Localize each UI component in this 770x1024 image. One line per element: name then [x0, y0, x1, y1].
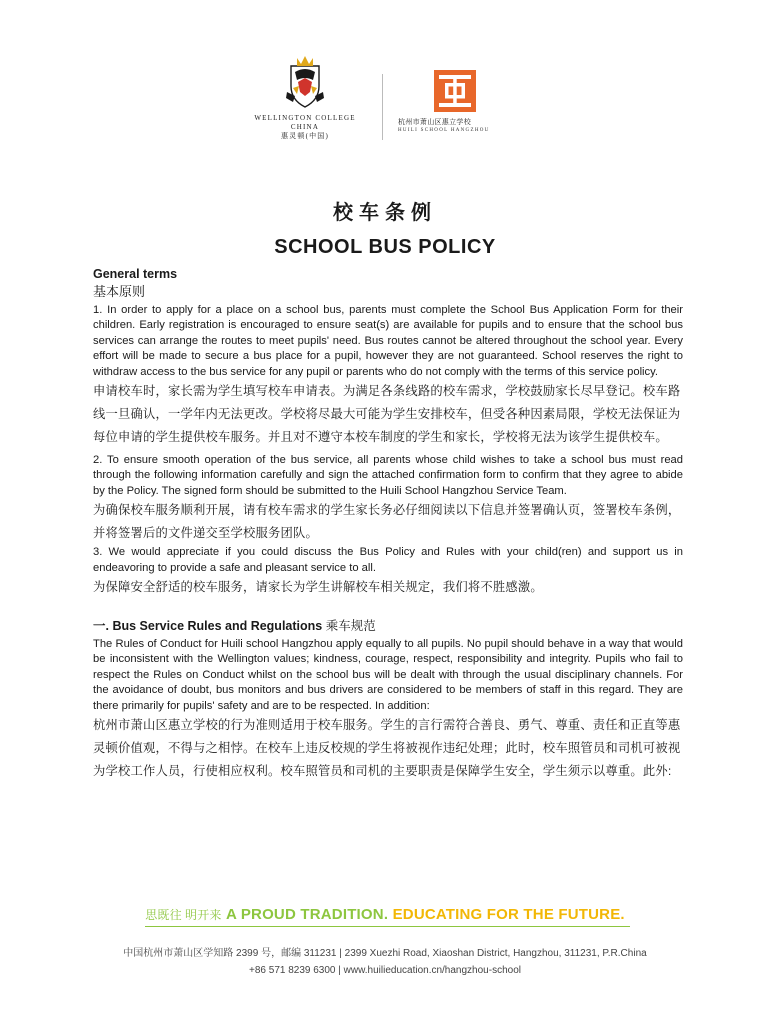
- footer-address: 中国杭州市萧山区学知路 2399 号，邮编 311231 | 2399 Xuezhi Road, Xiaoshan District, Hangzhou, 311231, P.R.China: [123, 948, 647, 959]
- general-terms-heading-cn: 基本原则: [93, 284, 146, 299]
- footer-contact: +86 571 8239 6300 | www.huilieducation.cn/hangzhou-school: [249, 965, 521, 976]
- header-logos: [240, 52, 540, 152]
- section-1-heading: [93, 617, 683, 635]
- section-1-paragraph-cn: 杭州市萧山区惠立学校的行为准则适用于校车服务。学生的言行需符合善良、勇气、尊重、责任和正直等惠灵顿价值观，不得与之相悖。在校车上违反校规的学生将被视作违纪处理；此时，校车照管员和司机可被视为学校工作人员，行使相应权利。校车照管员和司机的主要职责是保障学生安全，学生须示以尊重。此外:: [93, 718, 681, 779]
- paragraph-3-en: 3. We would appreciate if you could discuss the Bus Policy and Rules with your child(ren) and support us in endeavoring to provide a safe and pleasant service to all.: [93, 546, 683, 574]
- document-body: [93, 266, 683, 783]
- wellington-cn-name: 惠灵顿(中国): [280, 132, 330, 140]
- wellington-crest-icon: [283, 52, 327, 110]
- wellington-country: CHINA: [290, 123, 320, 131]
- huili-cn-name: 杭州市萧山区惠立学校: [398, 119, 471, 126]
- tagline: [0, 906, 770, 923]
- tagline-part-2: EDUCATING FOR THE FUTURE.: [392, 906, 625, 923]
- section-1-heading-cn: 乘车规范: [325, 619, 376, 634]
- paragraph-1-cn: 申请校车时，家长需为学生填写校车申请表。为满足各条线路的校车需求，学校鼓励家长尽早登记。校车路线一旦确认，一学年内无法更改。学校将尽最大可能为学生安排校车，但受各种因素局限，学校无法保证为每位申请的学生提供校车服务。并且对不遵守本校车制度的学生和家长，学校将无法为该学生提供校车。: [93, 384, 681, 445]
- tagline-underline: [145, 926, 630, 927]
- huili-en-name: HUILI SCHOOL HANGZHOU: [398, 128, 490, 133]
- tagline-cn: 思既往 明开来: [145, 908, 222, 922]
- wellington-name: WELLINGTON COLLEGE: [254, 114, 356, 122]
- page-title-en: SCHOOL BUS POLICY: [274, 236, 496, 258]
- section-1-paragraph-en: The Rules of Conduct for Huili school Hangzhou apply equally to all pupils. No pupil should behave in a way that would be inconsistent with the Wellington values; kindness, courage, respect, responsibility and integrity. Pupils who fail to respect the Rules on Conduct whilst on the school bus will be dealt with through the usual disciplinary channels. For the avoidance of doubt, bus monitors and bus drivers are considered to be members of staff in this regard. They are there primarily for pupils' safety and are to be respected. In addition:: [93, 638, 683, 712]
- wellington-college-logo: [240, 52, 370, 141]
- paragraph-3-cn: 为保障安全舒适的校车服务，请家长为学生讲解校车相关规定，我们将不胜感激。: [93, 580, 543, 595]
- paragraph-2-en: 2. To ensure smooth operation of the bus service, all parents whose child wishes to take a school bus must read through the following information carefully and sign the attached confirmation form to confirm that they agree to abide by the Policy. The signed form should be submitted to the Huili School Hangzhou Service Team.: [93, 454, 683, 497]
- huili-seal-icon: [434, 70, 476, 112]
- paragraph-1-en: 1. In order to apply for a place on a school bus, parents must complete the School Bus Application Form for their children. Early registration is encouraged to ensure seat(s) are available for pupils and to ensure that the school bus services can arrange the routes to meet pupils' need. Bus routes cannot be altered throughout the school year. Every effort will be made to secure a bus place for a pupil, however they are not guaranteed. School reserves the right to withdraw access to the bus service for any pupil or parents who do not comply with the terms of this service policy.: [93, 304, 683, 378]
- logo-divider: [382, 74, 383, 140]
- page-title-cn: 校车条例: [333, 202, 437, 224]
- footer: [0, 945, 770, 979]
- tagline-part-1: A PROUD TRADITION.: [225, 906, 389, 923]
- huili-school-logo: [398, 70, 538, 134]
- general-terms-heading: General terms: [93, 267, 178, 281]
- section-1-heading-en: 一. Bus Service Rules and Regulations: [93, 619, 326, 634]
- paragraph-2-cn: 为确保校车服务顺利开展，请有校车需求的学生家长务必仔细阅读以下信息并签署确认页，签署校车条例，并将签署后的文件递交至学校服务团队。: [93, 503, 681, 541]
